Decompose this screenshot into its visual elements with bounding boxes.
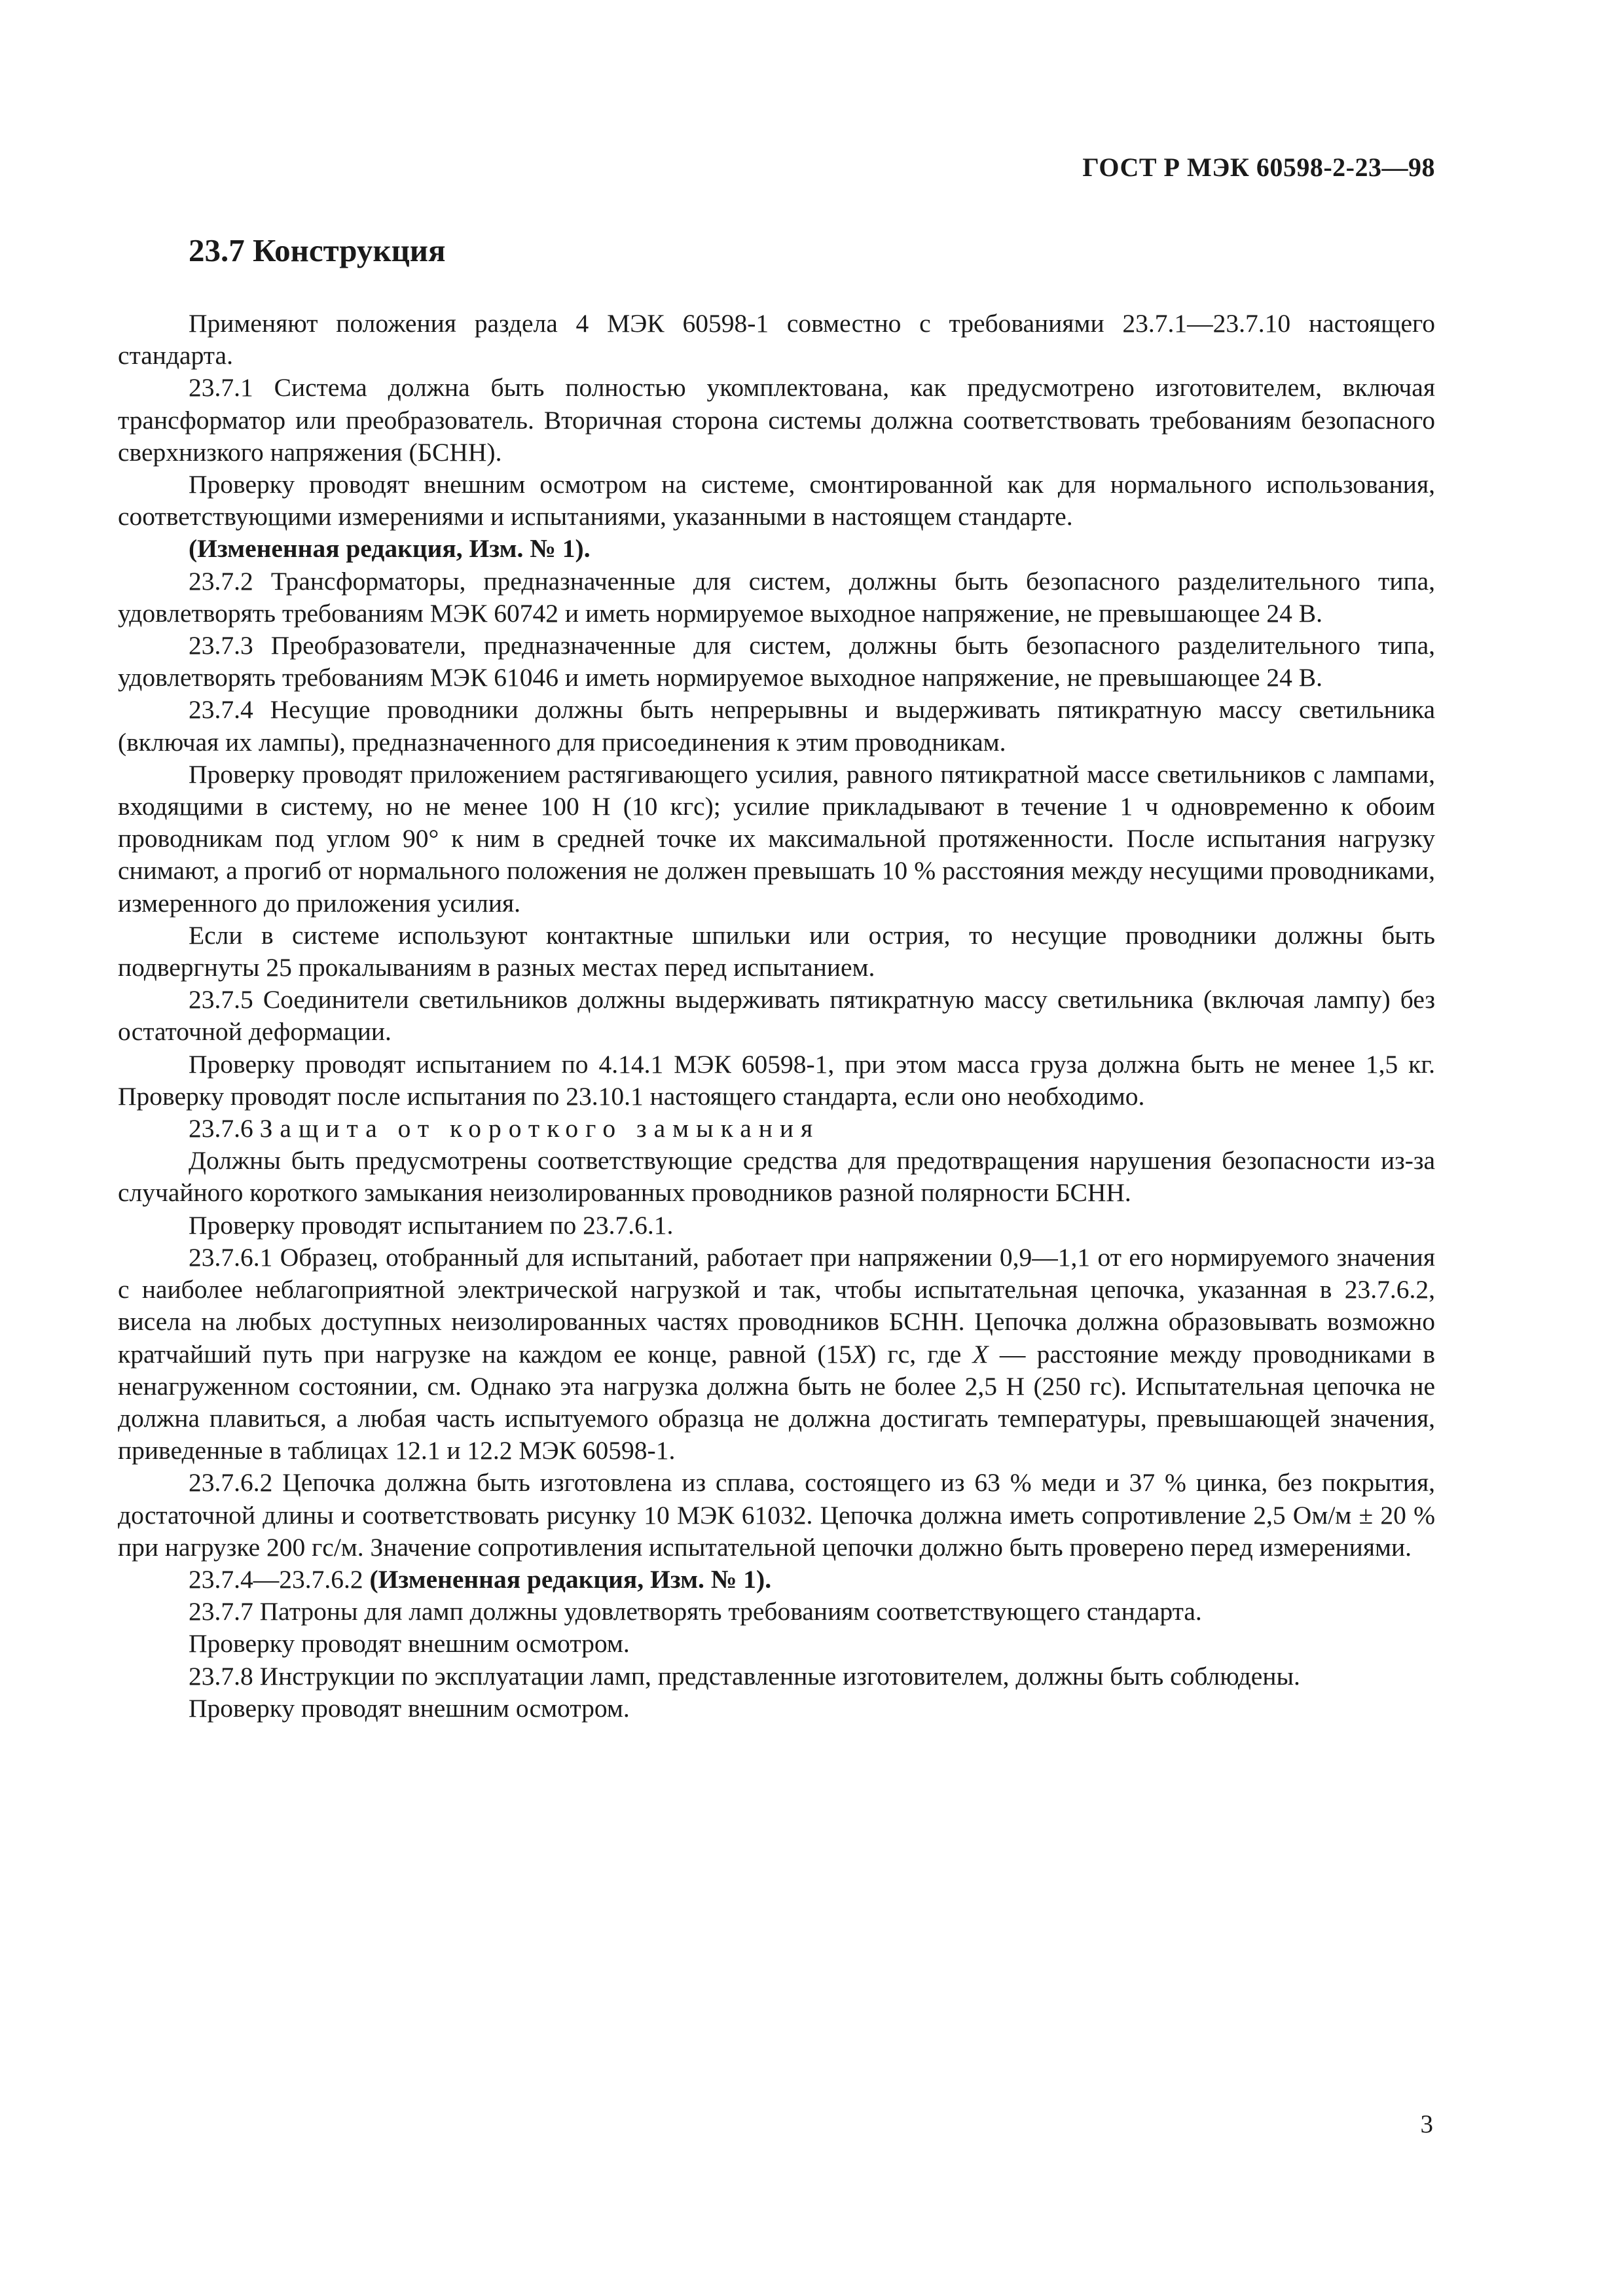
text-run: ) гс, где xyxy=(867,1339,973,1369)
paragraph: 23.7.2 Трансформаторы, предназначенные для систем, должны быть безопасного разделительного типа, удовлетворять требованиям МЭК 60742 и иметь нормируемое выходное напряжение, не превышающее 24 В. xyxy=(118,566,1435,628)
paragraph xyxy=(118,1242,1435,1467)
variable-x: X xyxy=(972,1339,989,1369)
paragraph: 23.7.8 Инструкции по эксплуатации ламп, представленные изготовителем, должны быть соблюдены. xyxy=(189,1661,1300,1691)
paragraph: Проверку проводят испытанием по 23.7.6.1. xyxy=(189,1210,674,1240)
paragraph: Проверку проводят приложением растягивающего усилия, равного пятикратной массе светильников с лампами, входящими в систему, но не менее 100 Н (10 кгс); усилие прикладывают в течение 1 ч одновременно к обоим проводникам под углом 90° к ним в средней точке их максимальной протяженности. После испытания нагрузку снимают, а прогиб от нормального положения не должен превышать 10 % расстояния между несущими проводниками, измеренного до приложения усилия. xyxy=(118,759,1435,918)
paragraph: 23.7.7 Патроны для ламп должны удовлетворять требованиям соответствующего стандарта. xyxy=(189,1597,1202,1626)
variable-x: X xyxy=(852,1339,868,1369)
paragraph: 23.7.3 Преобразователи, предназначенные для систем, должны быть безопасного разделительного типа, удовлетворять требованиям МЭК 61046 и иметь нормируемое выходное напряжение, не превышающее 24 В. xyxy=(118,631,1435,692)
paragraph: Проверку проводят испытанием по 4.14.1 МЭК 60598-1, при этом масса груза должна быть не менее 1,5 кг. Проверку проводят после испытания по 23.10.1 настоящего стандарта, если оно необходимо. xyxy=(118,1049,1435,1111)
subsection-heading xyxy=(118,1113,1435,1145)
clause-range: 23.7.4—23.7.6.2 xyxy=(189,1564,363,1594)
subsection-title: Защита от короткого замыкания xyxy=(259,1114,820,1143)
subsection-number: 23.7.6 xyxy=(189,1114,253,1143)
paragraph: 23.7.5 Соединители светильников должны выдерживать пятикратную массу светильника (включая лампу) без остаточной деформации. xyxy=(118,985,1435,1047)
paragraph: 23.7.4 Несущие проводники должны быть непрерывны и выдерживать пятикратную массу светильника (включая их лампы), предназначенного для присоединения к этим проводникам. xyxy=(118,695,1435,757)
running-header-standard-id: ГОСТ Р МЭК 60598-2-23—98 xyxy=(1082,152,1435,182)
paragraph: Проверку проводят внешним осмотром. xyxy=(189,1693,630,1723)
paragraph: 23.7.6.2 Цепочка должна быть изготовлена из сплава, состоящего из 63 % меди и 37 % цинка, без покрытия, достаточной длины и соответствовать рисунку 10 МЭК 61032. Цепочка должна иметь сопротивление 2,5 Ом/м ± 20 % при нагрузке 200 гс/м. Значение сопротивления испытательной цепочки должно быть проверено перед измерениями. xyxy=(118,1468,1435,1562)
text-run: — расстояние между проводниками в ненагруженном состоянии, см. Однако эта нагрузка должна быть не более 2,5 Н (250 гс). Испытательная цепочка не должна плавиться, а любая часть испытуемого образца не должна достигать температуры, превышающей значения, приведенные в таблицах 12.1 и 12.2 МЭК 60598-1. xyxy=(118,1339,1435,1465)
amendment-note xyxy=(118,1564,1435,1596)
section-heading: 23.7 Конструкция xyxy=(189,232,446,268)
text-run: 23.7.6.1 Образец, отобранный для испытаний, работает при напряжении 0,9—1,1 от его нормируемого значения с наиболее неблагоприятной электрической нагрузкой и так, чтобы испытательная цепочка, указанная в 23.7.6.2, висела на любых доступных неизолированных частях проводников БСНН. Цепочка должна образовывать возможно кратчайший путь при нагрузке на каждом ее конце, равной (15 xyxy=(118,1242,1435,1369)
page-number: 3 xyxy=(1420,2110,1433,2138)
paragraph: Проверку проводят внешним осмотром на системе, смонтированной как для нормального использования, соответствующими измерениями и испытаниями, указанными в настоящем стандарте. xyxy=(118,470,1435,531)
body-text xyxy=(118,308,1435,1725)
paragraph: Проверку проводят внешним осмотром. xyxy=(189,1629,630,1659)
amendment-note: (Измененная редакция, Изм. № 1). xyxy=(189,534,591,564)
paragraph: Применяют положения раздела 4 МЭК 60598-1 совместно с требованиями 23.7.1—23.7.10 настоящего стандарта. xyxy=(118,309,1435,370)
paragraph: Должны быть предусмотрены соответствующие средства для предотвращения нарушения безопасности из-за случайного короткого замыкания неизолированных проводников разной полярности БСНН. xyxy=(118,1146,1435,1208)
paragraph: 23.7.1 Система должна быть полностью укомплектована, как предусмотрено изготовителем, включая трансформатор или преобразователь. Вторичная сторона системы должна соответствовать требованиям безопасного сверхнизкого напряжения (БСНН). xyxy=(118,373,1435,467)
amendment-label: (Измененная редакция, Изм. № 1). xyxy=(369,1564,772,1594)
paragraph: Если в системе используют контактные шпильки или острия, то несущие проводники должны быть подвергнуты 25 прокалываниям в разных местах перед испытанием. xyxy=(118,920,1435,982)
